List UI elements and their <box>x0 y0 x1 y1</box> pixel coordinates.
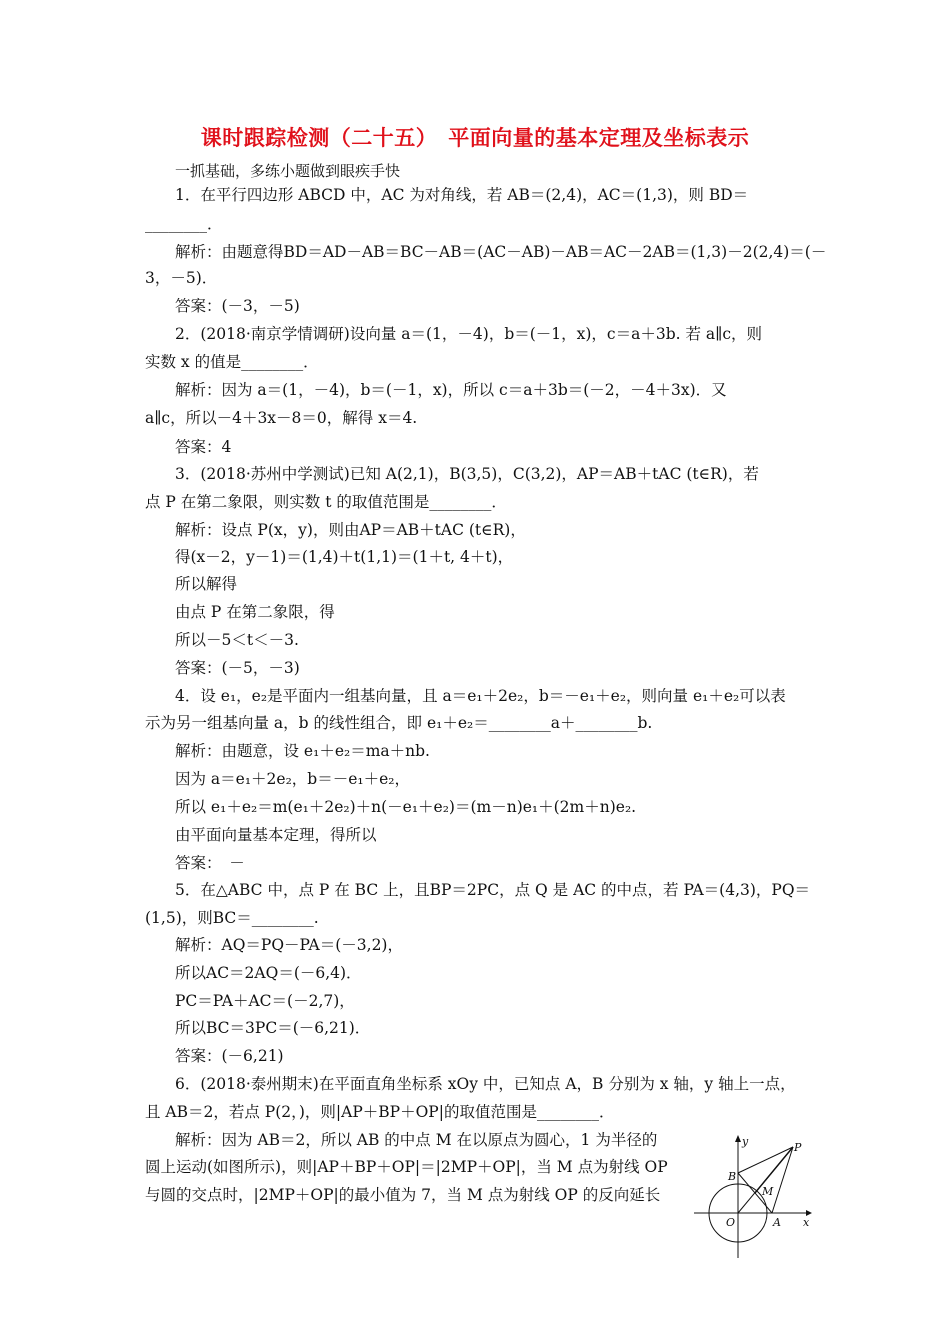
text-line: 解析：由题意，设 e₁＋e₂＝ma＋nb. <box>175 742 430 760</box>
text-line: 点 P 在第二象限，则实数 t 的取值范围是________． <box>145 493 507 511</box>
text-line: 与圆的交点时，|2MP＋OP|的最小值为 7，当 M 点为射线 OP 的反向延长 <box>145 1186 661 1204</box>
text-line: 4．设 e₁，e₂是平面内一组基向量，且 a＝e₁＋2e₂，b＝－e₁＋e₂，则向量 e₁＋e₂可以表 <box>175 687 786 705</box>
text-line: 3，－5)． <box>145 269 218 287</box>
text-line: 答案：4 <box>175 438 232 456</box>
segment-ap <box>772 1147 793 1213</box>
text-line: 1．在平行四边形 ABCD 中，AC 为对角线，若 AB＝(2,4)，AC＝(1,3)，则 BD＝ <box>175 186 749 204</box>
text-line: 解析：因为 a＝(1，－4)，b＝(－1，x)，所以 c＝a＋3b＝(－2，－4＋3x)．又 <box>175 381 727 399</box>
label-y: y <box>742 1135 749 1148</box>
text-line: 示为另一组基向量 a，b 的线性组合，即 e₁＋e₂＝________a＋________b. <box>145 714 653 732</box>
text-line: 5．在△ABC 中，点 P 在 BC 上，且BP＝2PC，点 Q 是 AC 的中点，若 PA＝(4,3)，PQ＝ <box>175 881 811 899</box>
label-x: x <box>803 1216 810 1229</box>
text-line: 实数 x 的值是________． <box>145 353 319 371</box>
text-line: 所以解得 <box>175 575 238 593</box>
text-line: 且 AB＝2，若点 P(2，)，则|AP＋BP＋OP|的取值范围是________． <box>145 1103 615 1121</box>
label-a: A <box>773 1216 781 1229</box>
label-p: P <box>794 1141 802 1154</box>
y-axis-arrow-icon <box>735 1135 741 1142</box>
text-line: 2．(2018·南京学情调研)设向量 a＝(1，－4)，b＝(－1，x)，c＝a＋3b. 若 a∥c，则 <box>175 325 763 343</box>
text-line: 解析：由题意得BD＝AD－AB＝BC－AB＝(AC－AB)－AB＝AC－2AB＝(1,3)－2(2,4)＝(－ <box>175 243 827 261</box>
text-line: 答案：(－3，－5) <box>175 297 300 315</box>
segment-mp <box>755 1147 793 1193</box>
text-line: 解析：设点 P(x，y)，则由AP＝AB＋tAC (t∈R)， <box>175 521 526 539</box>
text-line: 3．(2018·苏州中学测试)已知 A(2,1)，B(3,5)，C(3,2)，AP＝AB＋tAC (t∈R)，若 <box>175 465 759 483</box>
label-m: M <box>762 1185 774 1198</box>
text-line: 所以AC＝2AQ＝(－6,4)． <box>175 964 362 982</box>
text-line: 由平面向量基本定理，得所以 <box>175 826 377 844</box>
text-line: 由点 P 在第二象限，得 <box>175 603 335 621</box>
text-line: 所以－5＜t＜－3. <box>175 631 299 649</box>
text-line: 答案：(－6,21) <box>175 1047 284 1065</box>
text-line: 解析：因为 AB＝2，所以 AB 的中点 M 在以原点为圆心，1 为半径的 <box>175 1131 658 1149</box>
text-line: ________． <box>145 215 223 233</box>
label-b: B <box>728 1170 737 1183</box>
text-line: 6．(2018·泰州期末)在平面直角坐标系 xOy 中，已知点 A，B 分别为 x 轴，y 轴上一点， <box>175 1075 796 1093</box>
text-line: 答案： － <box>175 854 245 872</box>
text-line: PC＝PA＋AC＝(－2,7)， <box>175 992 355 1010</box>
section-subtitle: 一抓基础，多练小题做到眼疾手快 <box>175 162 401 180</box>
text-line: 得(x－2，y－1)＝(1,4)＋t(1,1)＝(1＋t, 4＋t)， <box>175 548 514 566</box>
text-line: (1,5)，则BC＝________. <box>145 909 319 927</box>
text-line: 所以 e₁＋e₂＝m(e₁＋2e₂)＋n(－e₁＋e₂)＝(m－n)e₁＋(2m＋n)e₂. <box>175 798 637 816</box>
geometry-figure <box>690 1133 815 1263</box>
text-line: 圆上运动(如图所示)，则|AP＋BP＋OP|＝|2MP＋OP|，当 M 点为射线 OP <box>145 1158 668 1176</box>
page-title: 课时跟踪检测（二十五） 平面向量的基本定理及坐标表示 <box>200 126 750 150</box>
text-line: a∥c，所以－4＋3x－8＝0，解得 x＝4. <box>145 409 418 427</box>
text-line: 因为 a＝e₁＋2e₂，b＝－e₁＋e₂， <box>175 770 410 788</box>
text-line: 所以BC＝3PC＝(－6,21)． <box>175 1019 371 1037</box>
text-line: 解析：AQ＝PQ－PA＝(－3,2)， <box>175 936 403 954</box>
label-o: O <box>726 1216 736 1229</box>
segment-bp <box>738 1147 793 1173</box>
text-line: 答案：(－5，－3) <box>175 659 300 677</box>
